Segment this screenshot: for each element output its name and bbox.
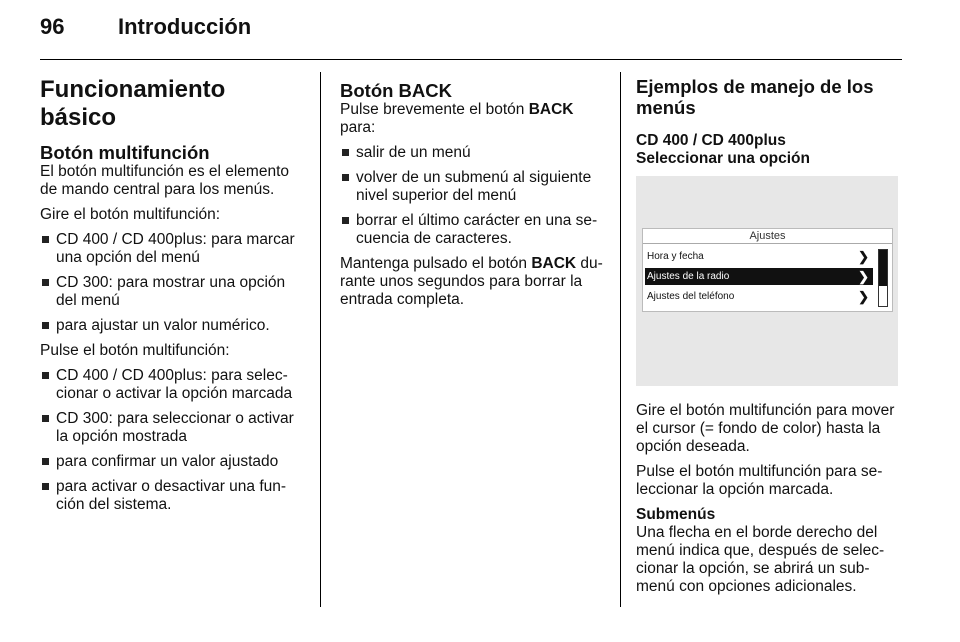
menu-item-ajustes-telefono <box>645 288 873 305</box>
column-divider-1 <box>320 72 321 607</box>
page-number: 96 <box>40 14 65 39</box>
list-item: para confirmar un valor ajustado <box>40 453 308 471</box>
list-item: para activar o desactivar una fun- ción del sistema. <box>40 478 308 514</box>
right-column <box>636 76 902 603</box>
back-list <box>340 144 606 248</box>
chevron-right-icon: ❯ <box>858 249 869 264</box>
select-heading: Seleccionar una opción <box>636 150 810 167</box>
scrollbar <box>878 249 888 307</box>
back-keyword: BACK <box>531 255 577 272</box>
subsection-heading: Botón multifunción <box>40 142 210 163</box>
list-item: CD 300: para mostrar una opción del menú <box>40 274 308 310</box>
list-item: borrar el último carácter en una se- cuencia de caracteres. <box>340 212 606 248</box>
scrollbar-thumb <box>879 250 887 286</box>
press-label: Pulse el botón multifunción: <box>40 342 230 359</box>
section-heading: Funcionamiento básico <box>40 76 226 131</box>
back-intro <box>340 101 606 137</box>
turn-label: Gire el botón multifunción: <box>40 206 221 223</box>
text-run: Mantenga pulsado el botón <box>340 255 532 272</box>
left-column <box>40 76 308 521</box>
turn-list <box>40 231 308 335</box>
examples-heading: Ejemplos de manejo de los menús <box>636 76 874 118</box>
list-item: CD 300: para seleccionar o activar la opción mostrada <box>40 410 308 446</box>
back-heading: Botón BACK <box>340 80 453 101</box>
press-paragraph: Pulse el botón multifunción para se- leccionar la opción marcada. <box>636 463 883 498</box>
list-item: CD 400 / CD 400plus: para marcar una opción del menú <box>40 231 308 267</box>
press-list <box>40 367 308 514</box>
text-run: para: <box>340 119 376 136</box>
text-run: Pulse brevemente el botón <box>340 101 529 118</box>
back-keyword: BACK <box>528 101 574 118</box>
list-item: CD 400 / CD 400plus: para selec- cionar o activar la opción marcada <box>40 367 308 403</box>
chapter-title: Introducción <box>118 14 252 39</box>
submenu-heading: Submenús <box>636 506 716 523</box>
menu-item-label: Ajustes de la radio <box>647 271 730 282</box>
header-rule <box>40 59 902 60</box>
menu-item-label: Hora y fecha <box>647 251 704 262</box>
menu-item-ajustes-radio <box>645 268 873 285</box>
window-title: Ajustes <box>643 229 892 244</box>
chevron-right-icon: ❯ <box>858 269 869 284</box>
turn-paragraph: Gire el botón multifunción para mover el cursor (= fondo de color) hasta la opción deseada. <box>636 402 895 455</box>
menu-item-hora-y-fecha <box>645 248 873 265</box>
intro-paragraph: El botón multifunción es el elemento de mando central para los menús. <box>40 163 290 198</box>
model-label: CD 400 / CD 400plus <box>636 132 786 149</box>
submenu-paragraph: Una flecha en el borde derecho del menú indica que, después de selec- cionar la opción, se abrirá un sub- menú con opciones adicionales. <box>636 524 885 595</box>
settings-window <box>642 228 893 312</box>
list-item: salir de un menú <box>340 144 606 162</box>
chevron-right-icon: ❯ <box>858 289 869 304</box>
hold-paragraph <box>340 255 606 309</box>
display-screenshot <box>636 176 898 386</box>
list-item: para ajustar un valor numérico. <box>40 317 308 335</box>
column-divider-2 <box>620 72 621 607</box>
menu-item-label: Ajustes del teléfono <box>647 291 735 302</box>
page-header <box>40 14 251 40</box>
text-run: du- rante unos segundos para borrar la entrada completa. <box>340 255 603 308</box>
middle-column <box>340 80 606 316</box>
list-item: volver de un submenú al siguiente nivel superior del menú <box>340 169 606 205</box>
